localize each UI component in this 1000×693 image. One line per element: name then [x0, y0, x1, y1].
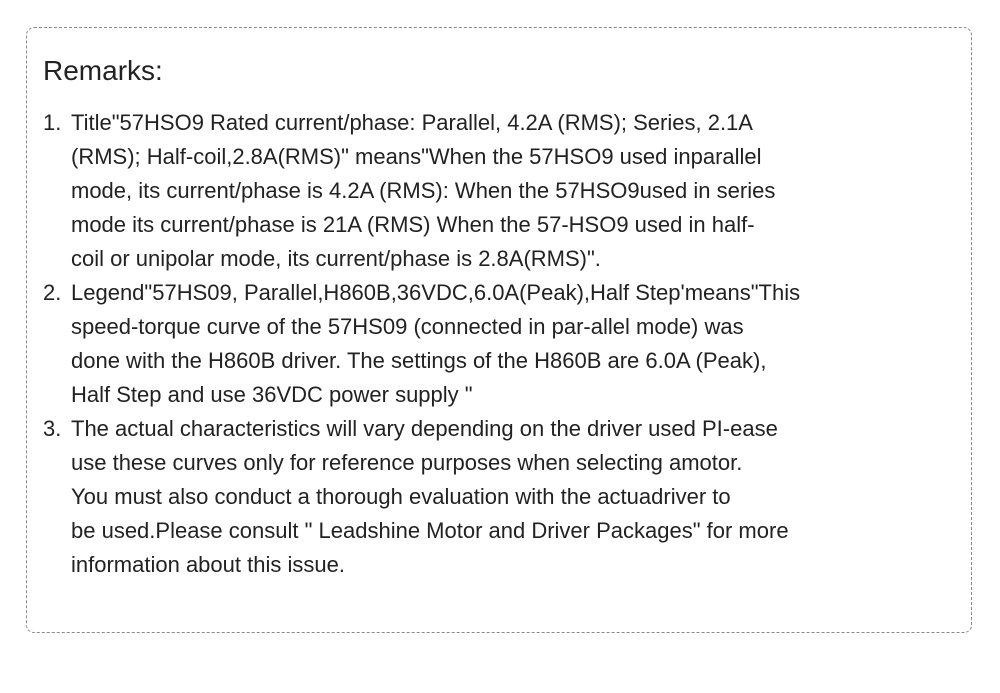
remark-line: use these curves only for reference purposes when selecting amotor.: [71, 450, 743, 475]
remark-line: coil or unipolar mode, its current/phase is 2.8A(RMS)".: [71, 246, 601, 271]
remark-line: speed-torque curve of the 57HS09 (connected in par-allel mode) was: [71, 314, 744, 339]
remarks-list: [43, 106, 800, 582]
remark-item-1: [43, 106, 800, 276]
remarks-title: Remarks:: [43, 55, 163, 86]
remark-item-3: [43, 412, 800, 582]
remark-line: Title"57HSO9 Rated current/phase: Parallel, 4.2A (RMS); Series, 2.1A: [71, 110, 753, 135]
remark-number: 3.: [43, 416, 62, 441]
remark-line: Legend"57HS09, Parallel,H860B,36VDC,6.0A(Peak),Half Step'means"This: [71, 280, 801, 305]
remark-item-2: [43, 276, 800, 412]
remarks-panel: [26, 27, 972, 633]
remark-number: 2.: [43, 280, 62, 305]
remark-line: (RMS); Half-coil,2.8A(RMS)" means"When the 57HSO9 used inparallel: [71, 144, 762, 169]
remark-number: 1.: [43, 110, 62, 135]
remark-line: mode, its current/phase is 4.2A (RMS): When the 57HSO9used in series: [71, 178, 776, 203]
remark-line: Half Step and use 36VDC power supply ": [71, 382, 473, 407]
remark-line: mode its current/phase is 21A (RMS) When the 57-HSO9 used in half-: [71, 212, 755, 237]
remark-line: done with the H860B driver. The settings of the H860B are 6.0A (Peak),: [71, 348, 767, 373]
remark-line: You must also conduct a thorough evaluation with the actuadriver to: [71, 484, 731, 509]
remark-line: The actual characteristics will vary depending on the driver used PI-ease: [71, 416, 778, 441]
remark-line: information about this issue.: [71, 552, 345, 577]
remark-line: be used.Please consult " Leadshine Motor and Driver Packages" for more: [71, 518, 789, 543]
